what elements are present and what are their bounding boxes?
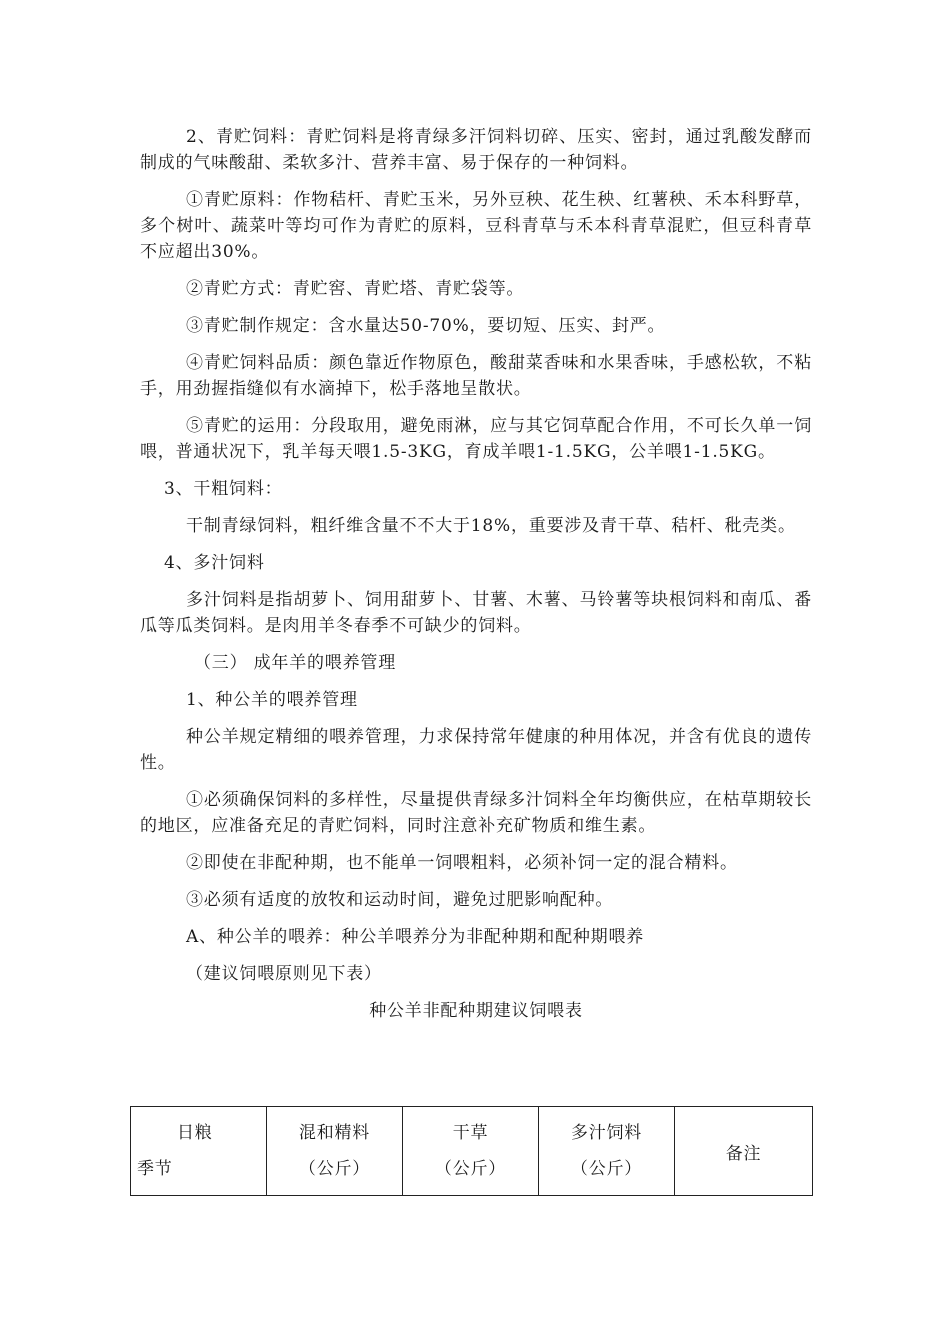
- paragraph-ram-rule-1: ①必须确保饲料的多样性，尽量提供青绿多汁饲料全年均衡供应，在枯草期较长的地区，应准备充足的青贮饲料，同时注意补充矿物质和维生素。: [140, 790, 812, 836]
- paragraph-silage: 2、青贮饲料：青贮饲料是将青绿多汗饲料切碎、压实、密封，通过乳酸发酵而制成的气味酸甜、柔软多汁、营养丰富、易于保存的一种饲料。: [140, 127, 812, 173]
- paragraph-ram-feeding: A、种公羊的喂养：种公羊喂养分为非配种期和配种期喂养: [186, 927, 645, 947]
- table-header-row: [131, 1107, 813, 1196]
- ram-feeding-table: [130, 1106, 813, 1196]
- paragraph-silage-rules: ③青贮制作规定：含水量达50-70%，要切短、压实、封严。: [186, 316, 666, 336]
- heading-ram-management: 1、种公羊的喂养管理: [186, 690, 358, 710]
- header-ration: 日粮: [177, 1123, 213, 1143]
- paragraph-silage-usage: ⑤青贮的运用：分段取用，避免雨淋，应与其它饲草配合作用，不可长久单一饲喂，普通状况下，乳羊每天喂1.5-3KG，育成羊喂1-1.5KG，公羊喂1-1.5KG。: [140, 416, 812, 462]
- paragraph-dry-feed: 干制青绿饲料，粗纤维含量不不大于18%，重要涉及青干草、秸杆、秕壳类。: [186, 516, 796, 536]
- heading-succulent-feed: 4、多汁饲料: [164, 553, 265, 573]
- paragraph-ram-rule-2: ②即使在非配种期，也不能单一饲喂粗料，必须补饲一定的混合精料。: [186, 853, 738, 873]
- paragraph-silage-methods: ②青贮方式：青贮窖、青贮塔、青贮袋等。: [186, 279, 525, 299]
- table-caption: 种公羊非配种期建议饲喂表: [369, 1001, 583, 1021]
- paragraph-ram-management: 种公羊规定精细的喂养管理，力求保持常年健康的种用体况，并含有优良的遗传性。: [140, 727, 812, 773]
- heading-dry-feed: 3、干粗饲料：: [164, 479, 283, 499]
- paragraph-succulent-feed: 多汁饲料是指胡萝卜、饲用甜萝卜、甘薯、木薯、马铃薯等块根饲料和南瓜、番瓜等瓜类饲料。是肉用羊冬春季不可缺少的饲料。: [140, 590, 812, 636]
- header-season: 季节: [137, 1159, 173, 1179]
- paragraph-silage-materials: ①青贮原料：作物秸杆、青贮玉米，另外豆秧、花生秧、红薯秧、禾本科野草，多个树叶、蔬菜叶等均可作为青贮的原料，豆科青草与禾本科青草混贮，但豆科青草不应超出30%。: [140, 190, 812, 262]
- document-body: [140, 124, 812, 1024]
- header-succulent: 多汁饲料 （公斤）: [539, 1107, 675, 1196]
- header-remarks: 备注: [675, 1107, 813, 1196]
- paragraph-ram-rule-3: ③必须有适度的放牧和运动时间，避免过肥影响配种。: [186, 890, 614, 910]
- header-ration-season: [131, 1107, 267, 1196]
- heading-adult-sheep: （三） 成年羊的喂养管理: [194, 653, 397, 673]
- paragraph-silage-quality: ④青贮饲料品质：颜色靠近作物原色，酸甜菜香味和水果香味，手感松软，不粘手，用劲握指缝似有水滴掉下，松手落地呈散状。: [140, 353, 812, 399]
- paragraph-table-note: （建议饲喂原则见下表）: [186, 964, 382, 984]
- header-hay: 干草 （公斤）: [403, 1107, 539, 1196]
- header-concentrate: 混和精料 （公斤）: [267, 1107, 403, 1196]
